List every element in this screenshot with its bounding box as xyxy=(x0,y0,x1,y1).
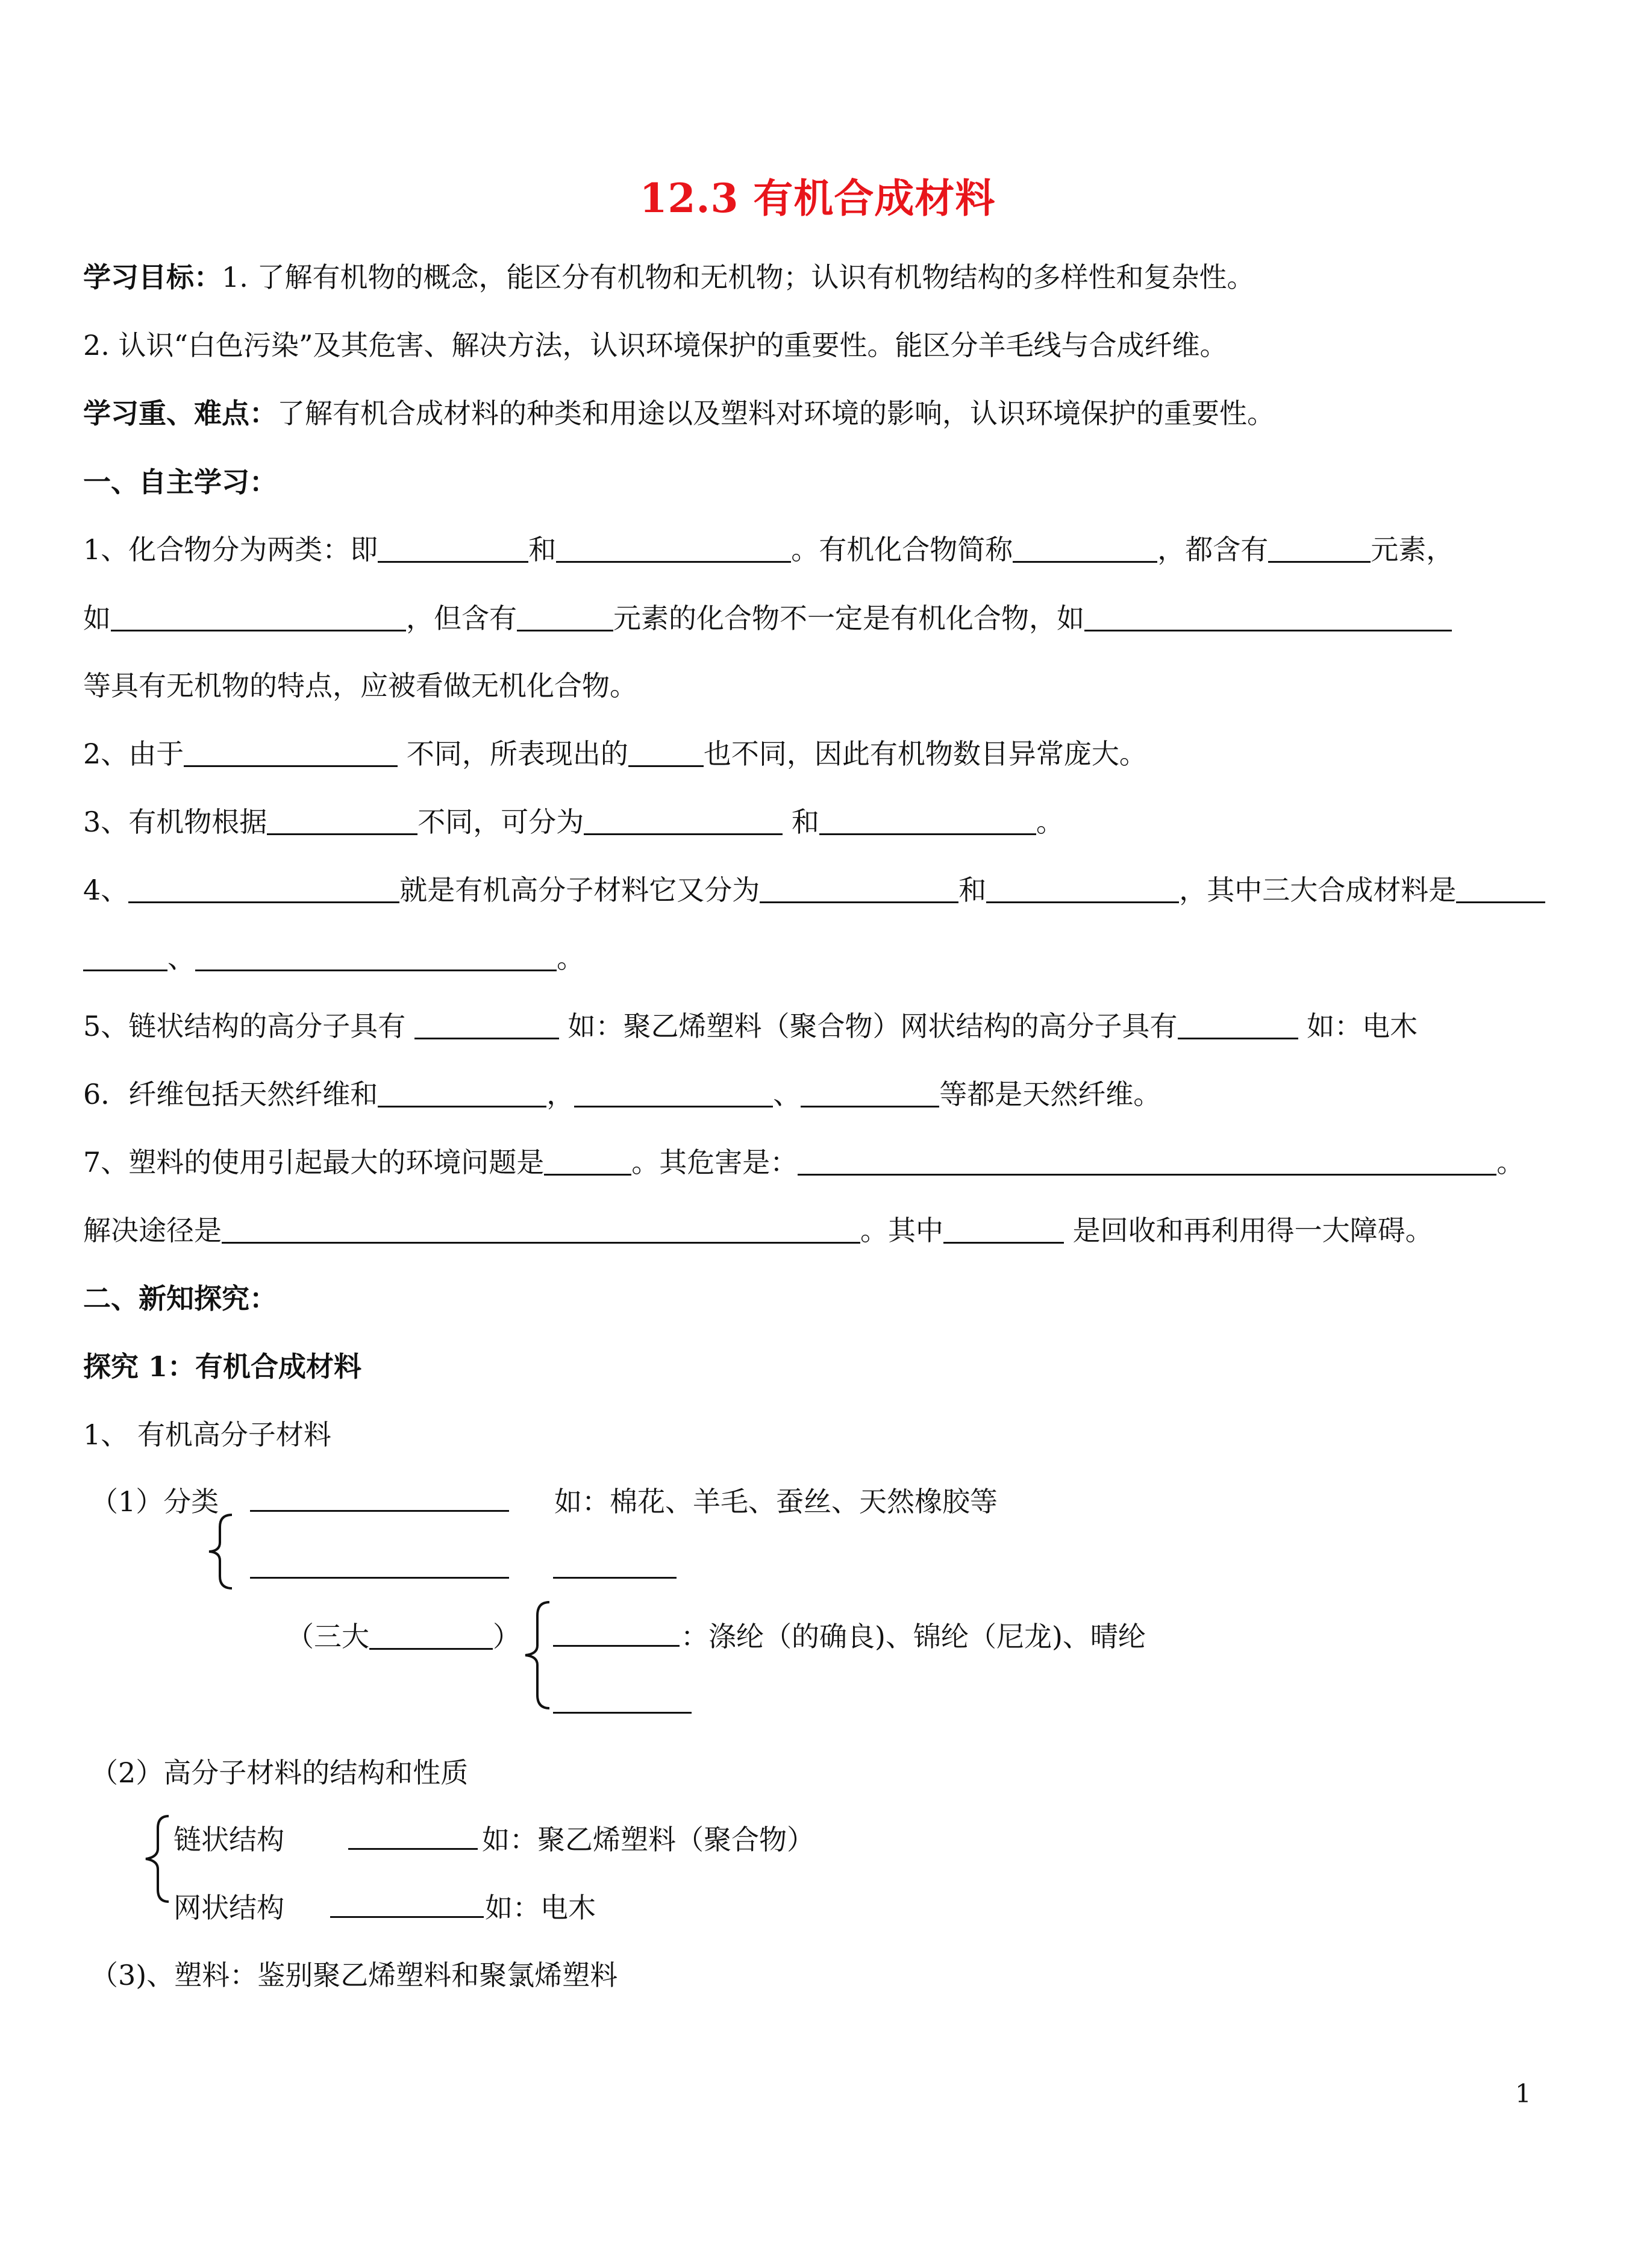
q7-text-b: 。其危害是： xyxy=(631,1146,798,1179)
q1-text-c: 。有机化合物简称 xyxy=(791,533,1013,566)
answer-blank[interactable] xyxy=(986,875,1179,903)
three-big-open: （三大 xyxy=(286,1620,369,1653)
q3-text-d: 。 xyxy=(1036,806,1064,838)
classify-label: （1）分类 xyxy=(90,1485,219,1518)
q1-text-e: 元素， xyxy=(1371,533,1454,566)
question-6 xyxy=(83,1076,1601,1112)
q1-text-b: 和 xyxy=(528,533,557,566)
page-title: 12.3 有机合成材料 xyxy=(639,175,996,222)
three-big-close: ） xyxy=(493,1620,521,1653)
question-7-line-2 xyxy=(83,1212,1601,1248)
q7-text-a: 7、塑料的使用引起最大的环境问题是 xyxy=(83,1146,545,1179)
q7-text-f: 是回收和再利用得一大障碍。 xyxy=(1064,1214,1433,1247)
classify-example-1: 如：棉花、羊毛、蚕丝、天然橡胶等 xyxy=(554,1485,998,1518)
q2-text-b: 不同，所表现出的 xyxy=(398,738,628,770)
three-big-group xyxy=(286,1618,521,1655)
chain-structure-example: 如：聚乙烯塑料（聚合物） xyxy=(482,1823,814,1856)
network-structure-label: 网状结构 xyxy=(174,1891,284,1924)
q6-text-c: 、 xyxy=(773,1078,801,1111)
q6-text-d: 等都是天然纤维。 xyxy=(939,1078,1161,1111)
q5-text-b: 如：聚乙烯塑料（聚合物）网状结构的高分子具有 xyxy=(558,1010,1178,1042)
answer-blank[interactable] xyxy=(250,1510,509,1512)
section1-heading: 一、自主学习： xyxy=(83,466,277,498)
answer-blank[interactable] xyxy=(801,1079,939,1107)
question-4-line-2 xyxy=(83,940,1601,976)
answer-blank[interactable] xyxy=(798,1147,1496,1176)
question-1-line-2 xyxy=(83,600,1601,636)
answer-blank[interactable] xyxy=(184,739,398,767)
q6-text-a: 6．纤维包括天然纤维和 xyxy=(83,1078,378,1111)
structure-label: （2）高分子材料的结构和性质 xyxy=(90,1756,469,1789)
q7-text-d: 解决途径是 xyxy=(83,1214,222,1247)
q1-text-g: ，但含有 xyxy=(406,602,517,634)
answer-blank[interactable] xyxy=(195,943,557,971)
brace-icon xyxy=(518,1600,554,1711)
question-5 xyxy=(83,1008,1601,1044)
brace-icon xyxy=(137,1814,174,1904)
objectives-label: 学习目标： xyxy=(83,261,222,293)
q5-text-a: 5、链状结构的高分子具有 xyxy=(83,1010,414,1042)
answer-blank[interactable] xyxy=(553,1645,680,1647)
answer-blank[interactable] xyxy=(369,1621,493,1650)
question-2 xyxy=(83,736,1601,772)
q3-text-c: 和 xyxy=(783,806,819,838)
page-number: 1 xyxy=(1515,2079,1531,2108)
answer-blank[interactable] xyxy=(574,1079,773,1107)
answer-blank[interactable] xyxy=(378,1079,546,1107)
answer-blank[interactable] xyxy=(83,943,167,971)
section2-heading: 二、新知探究： xyxy=(83,1282,277,1315)
answer-blank[interactable] xyxy=(128,875,399,903)
explore-1-item-1: 1、 有机高分子材料 xyxy=(83,1418,331,1451)
answer-blank[interactable] xyxy=(330,1916,484,1918)
q1-text-d: ，都含有 xyxy=(1157,533,1269,566)
answer-blank[interactable] xyxy=(544,1147,631,1176)
q3-text-a: 3、有机物根据 xyxy=(83,806,267,838)
question-7-line-1 xyxy=(83,1144,1601,1180)
answer-blank[interactable] xyxy=(1013,534,1157,563)
question-1-line-3: 等具有无机物的特点，应被看做无机化合物。 xyxy=(83,669,637,702)
plastic-item: （3)、塑料：鉴别聚乙烯塑料和聚氯烯塑料 xyxy=(90,1959,618,1991)
q1-text-a: 1、化合物分为两类：即 xyxy=(83,533,378,566)
q4-text-d: ，其中三大合成材料是 xyxy=(1179,874,1457,906)
q1-text-f: 如 xyxy=(83,602,111,634)
q7-text-c: 。 xyxy=(1496,1146,1525,1179)
answer-blank[interactable] xyxy=(414,1011,559,1039)
chain-structure-label: 链状结构 xyxy=(174,1823,284,1856)
answer-blank[interactable] xyxy=(1456,875,1545,903)
q2-text-c: 也不同，因此有机物数目异常庞大。 xyxy=(703,738,1147,770)
q4-text-e: 、 xyxy=(167,942,195,974)
key-points-line xyxy=(83,395,1601,431)
answer-blank[interactable] xyxy=(267,807,417,835)
objectives-line-1 xyxy=(83,259,1601,295)
objectives-line-2: 2. 认识“白色污染”及其危害、解决方法，认识环境保护的重要性。能区分羊毛线与合成纤维。 xyxy=(83,329,1228,362)
key-points-label: 学习重、难点： xyxy=(83,397,277,430)
question-1-line-1 xyxy=(83,531,1601,568)
answer-blank[interactable] xyxy=(1084,603,1452,631)
answer-blank[interactable] xyxy=(517,603,613,631)
answer-blank[interactable] xyxy=(819,807,1036,835)
q4-text-b: 就是有机高分子材料它又分为 xyxy=(399,874,760,906)
answer-blank[interactable] xyxy=(760,875,958,903)
answer-blank[interactable] xyxy=(1268,534,1371,563)
fiber-examples: ：涤纶（的确良)、锦纶（尼龙)、晴纶 xyxy=(681,1620,1146,1653)
q7-text-e: 。其中 xyxy=(860,1214,943,1247)
q2-text-a: 2、由于 xyxy=(83,738,184,770)
q5-text-c: 如：电木 xyxy=(1298,1010,1418,1042)
q4-text-a: 4、 xyxy=(83,874,129,906)
answer-blank[interactable] xyxy=(348,1848,478,1850)
answer-blank[interactable] xyxy=(111,603,406,631)
q4-text-f: 。 xyxy=(557,942,584,974)
answer-blank[interactable] xyxy=(378,534,528,563)
q6-text-b: ， xyxy=(546,1078,575,1111)
network-structure-example: 如：电木 xyxy=(485,1891,596,1924)
key-points-text: 了解有机合成材料的种类和用途以及塑料对环境的影响，认识环境保护的重要性。 xyxy=(277,397,1275,430)
answer-blank[interactable] xyxy=(943,1215,1064,1244)
answer-blank[interactable] xyxy=(584,807,783,835)
answer-blank[interactable] xyxy=(1178,1011,1298,1039)
question-3 xyxy=(83,804,1601,840)
answer-blank[interactable] xyxy=(556,534,791,563)
answer-blank[interactable] xyxy=(628,739,704,767)
objectives-item-1: 1. 了解有机物的概念，能区分有机物和无机物；认识有机物结构的多样性和复杂性。 xyxy=(222,261,1255,293)
question-4-line-1 xyxy=(83,872,1601,908)
answer-blank[interactable] xyxy=(222,1215,860,1244)
q4-text-c: 和 xyxy=(958,874,987,906)
explore-1-heading: 探究 1：有机合成材料 xyxy=(83,1350,362,1383)
answer-blank[interactable] xyxy=(553,1577,677,1579)
brace-icon xyxy=(202,1512,238,1591)
q3-text-b: 不同，可分为 xyxy=(417,806,584,838)
q1-text-h: 元素的化合物不一定是有机化合物，如 xyxy=(613,602,1084,634)
answer-blank[interactable] xyxy=(553,1712,692,1714)
answer-blank[interactable] xyxy=(250,1577,509,1579)
